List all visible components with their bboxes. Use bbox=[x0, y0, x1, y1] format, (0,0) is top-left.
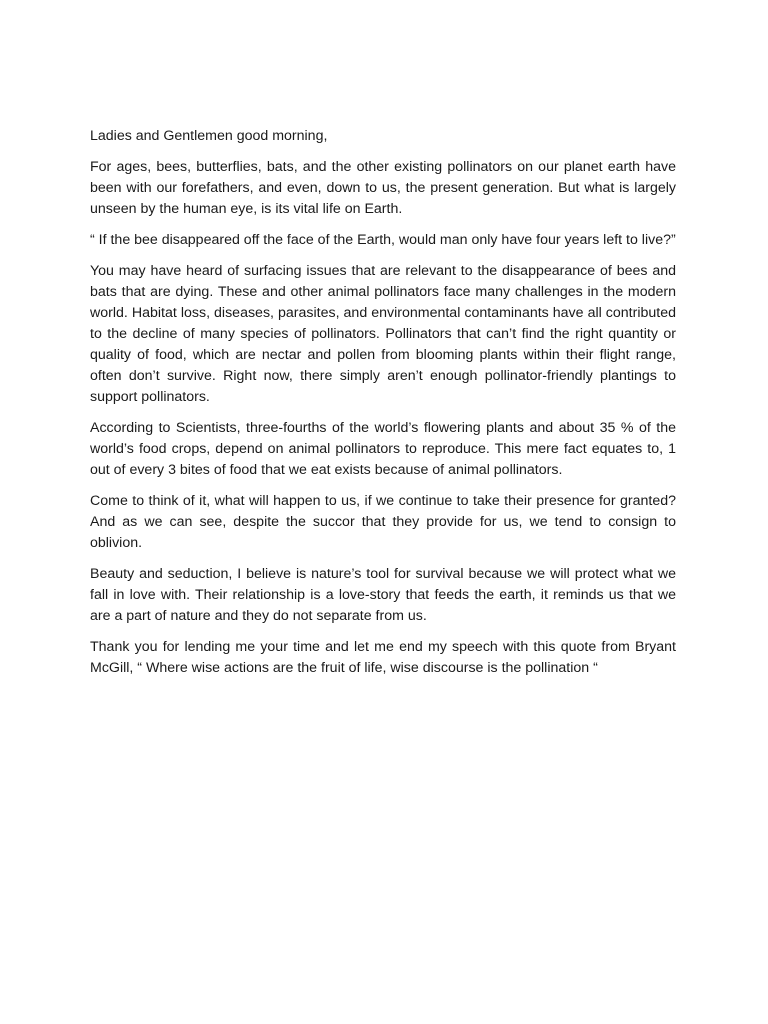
issues-paragraph: You may have heard of surfacing issues that are relevant to the disappearance of bees and bats that are dying. These and other animal pollinators face many challenges in the modern world. Habitat loss, diseases, parasites, and environmental contaminants have all contributed to the decline of many species of pollinators. Pollinators that can’t find the right quantity or quality of food, which are nectar and pollen from blooming plants within their flight range, often don’t survive. Right now, there simply aren’t enough pollinator-friendly plantings to support pollinators. bbox=[90, 263, 676, 405]
closing-paragraph: Thank you for lending me your time and let me end my speech with this quote from Bryant McGill, “ Where wise actions are the fruit of life, wise discourse is the pollination “ bbox=[90, 639, 676, 676]
scientists-paragraph: According to Scientists, three-fourths of the world’s flowering plants and about 35 % of the world’s food crops, depend on animal pollinators to reproduce. This mere fact equates to, 1 out of every 3 bites of food that we eat exists because of animal pollinators. bbox=[90, 420, 676, 478]
beauty-paragraph: Beauty and seduction, I believe is nature’s tool for survival because we will protect what we fall in love with. Their relationship is a love-story that feeds the earth, it reminds us that we are a part of nature and they do not separate from us. bbox=[90, 566, 676, 624]
speech-document bbox=[90, 126, 676, 689]
intro-paragraph: For ages, bees, butterflies, bats, and the other existing pollinators on our planet earth have been with our forefathers, and even, down to us, the present generation. But what is largely unseen by the human eye, is its vital life on Earth. bbox=[90, 159, 676, 217]
greeting-paragraph: Ladies and Gentlemen good morning, bbox=[90, 128, 328, 144]
reflection-paragraph: Come to think of it, what will happen to us, if we continue to take their presence for granted? And as we can see, despite the succor that they provide for us, we tend to consign to oblivion. bbox=[90, 493, 676, 551]
quote-paragraph: “ If the bee disappeared off the face of the Earth, would man only have four years left to live?” bbox=[90, 232, 676, 248]
